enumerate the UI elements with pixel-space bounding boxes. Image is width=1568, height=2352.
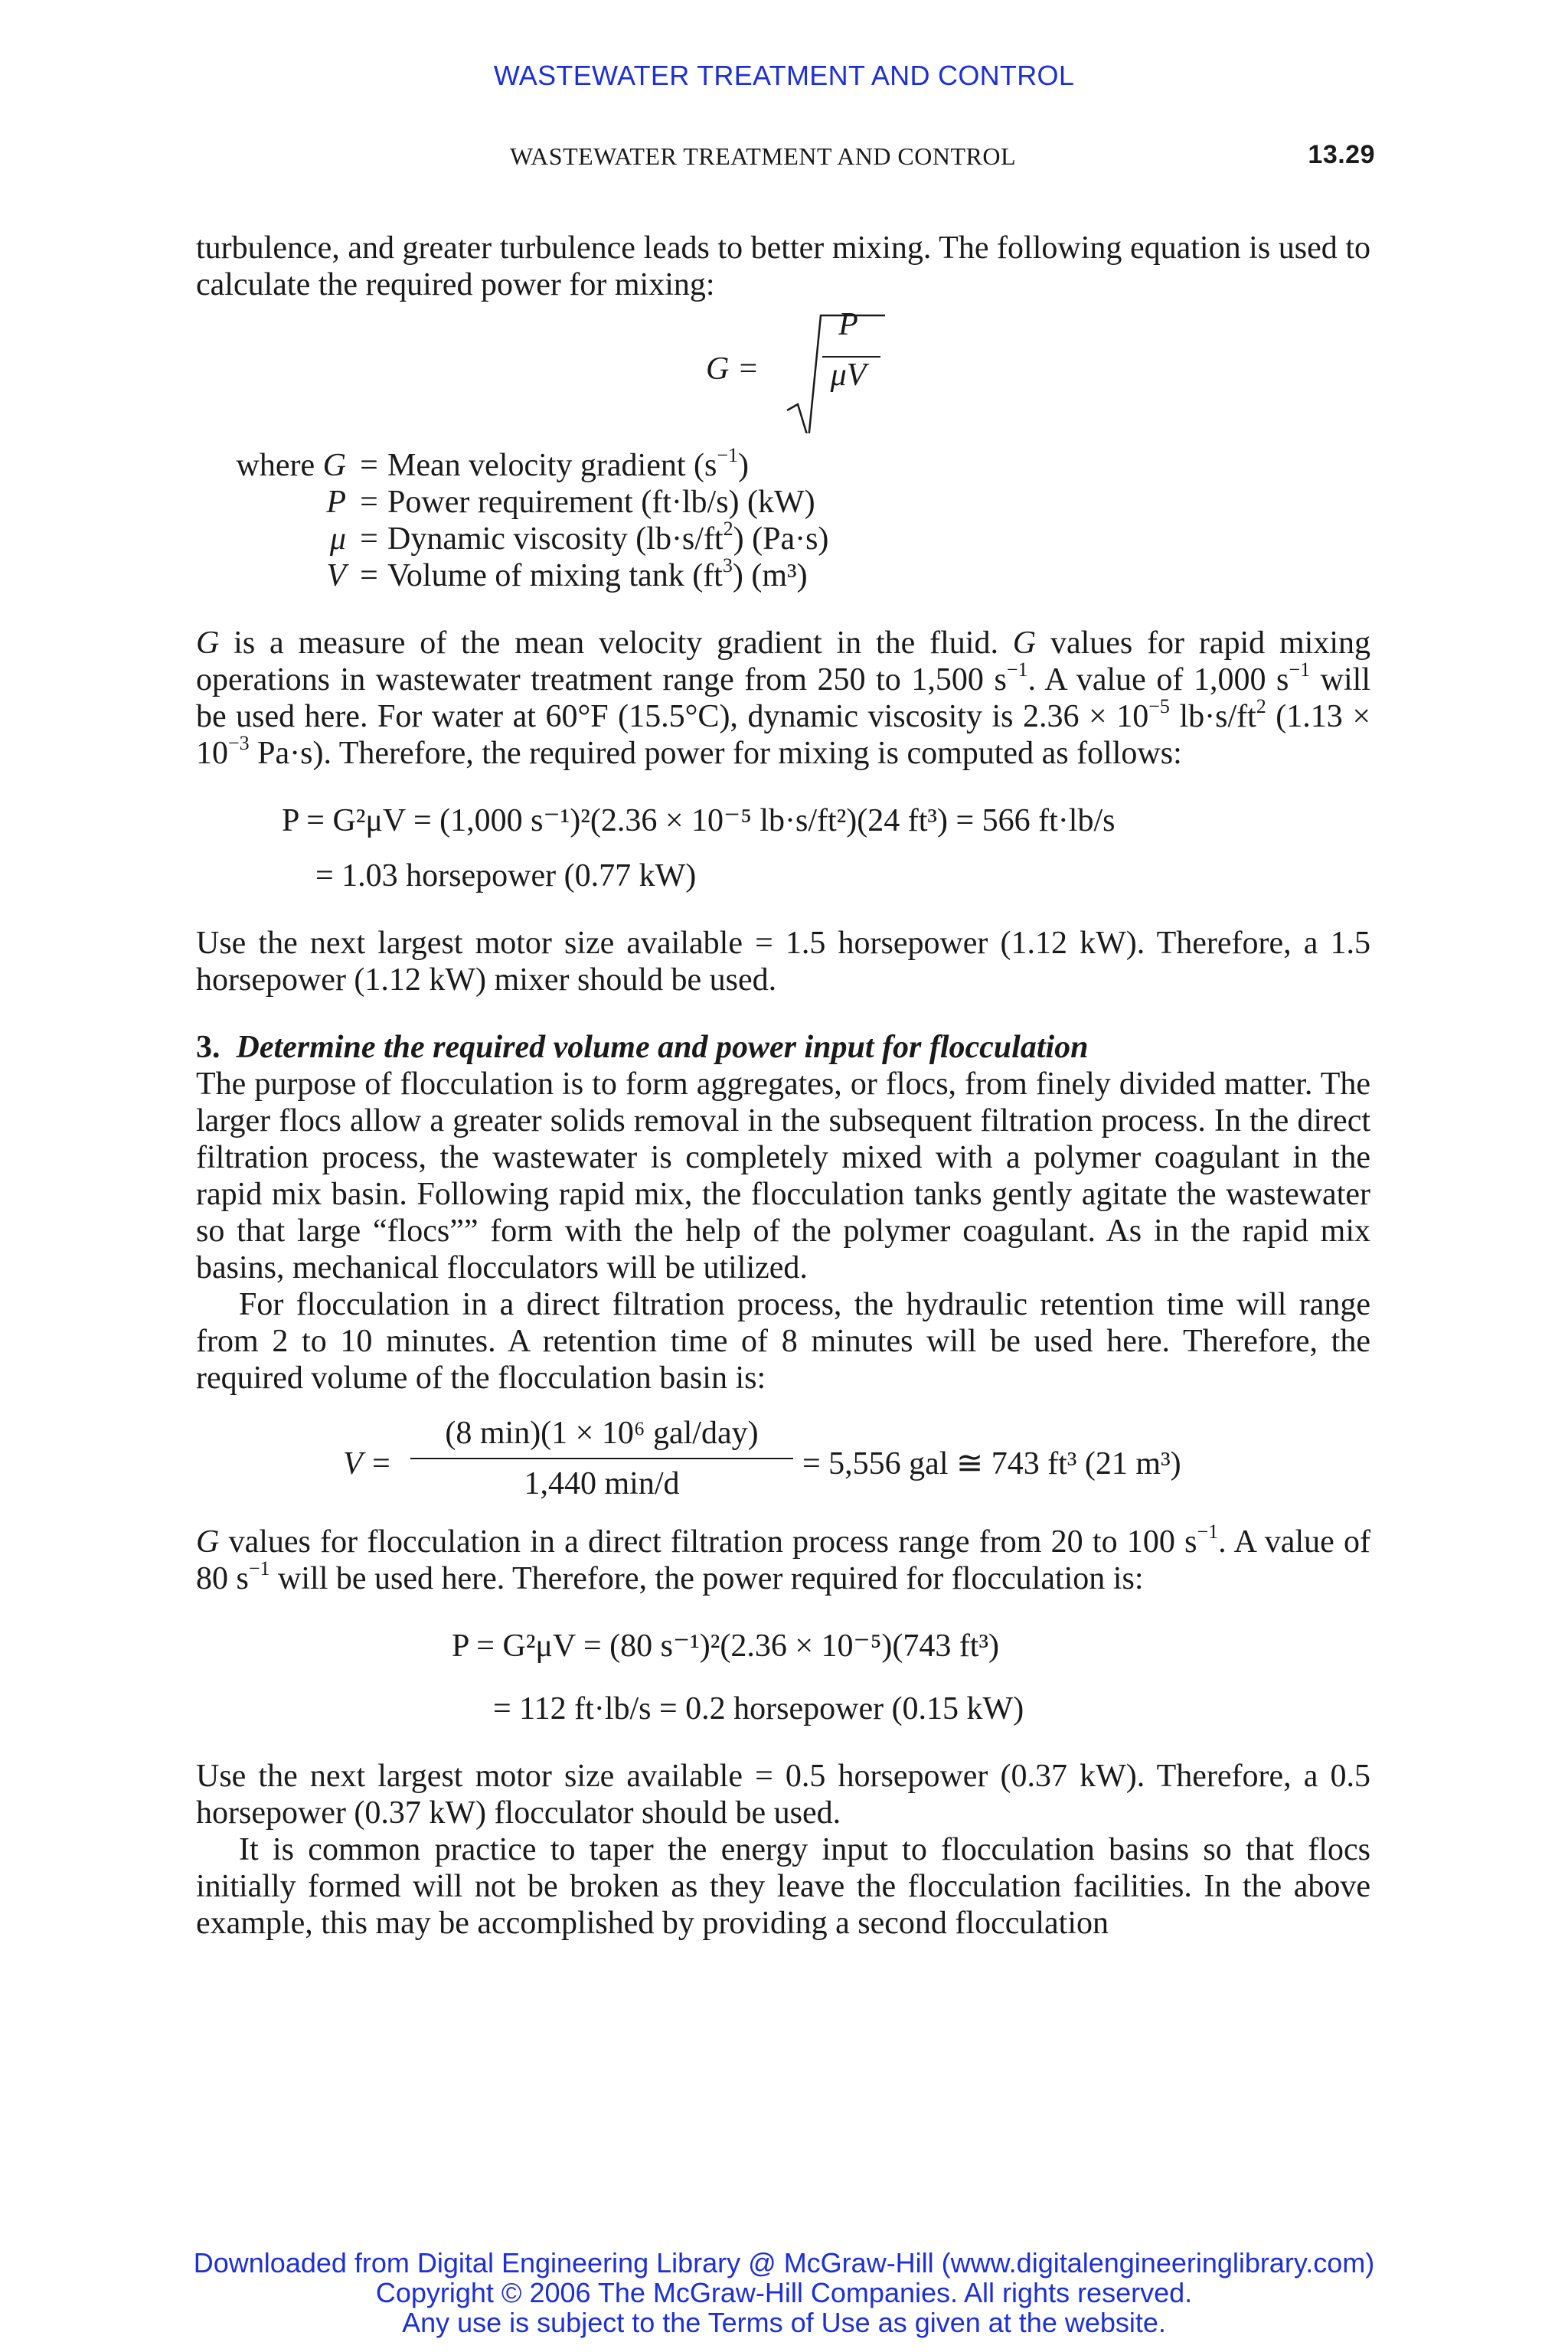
fraction-numerator: (8 min)(1 × 10⁶ gal/day) bbox=[445, 1416, 759, 1451]
definition-symbol: P bbox=[326, 485, 346, 520]
paragraph-intro: turbulence, and greater turbulence leads to better mixing. The following equation is used to calculate the required power for mixing: bbox=[196, 230, 1370, 302]
equation-line: P = G²μV = (80 s⁻¹)²(2.36 × 10⁻⁵)(743 ft³) bbox=[452, 1628, 1000, 1664]
equals-sign: = bbox=[360, 448, 378, 483]
chapter-banner: WASTEWATER TREATMENT AND CONTROL bbox=[493, 60, 1075, 91]
step-heading bbox=[196, 1029, 1370, 1066]
equation-basin-volume bbox=[196, 1415, 1370, 1513]
definition-symbol: V bbox=[326, 558, 346, 593]
equation-rhs: = 5,556 gal ≅ 743 ft³ (21 m³) bbox=[802, 1446, 1181, 1481]
definition-row bbox=[196, 518, 1370, 557]
definition-text: Dynamic viscosity $(lb\cdot s/ft^2)$ (Pa·s) bbox=[387, 518, 829, 557]
definition-text: Power requirement (ft·lb/s) (kW) bbox=[387, 485, 815, 520]
radical-sign bbox=[196, 303, 1568, 433]
equation-lhs: V = bbox=[343, 1446, 392, 1481]
definition-text: Volume of mixing tank $(ft^3)$ (m³) bbox=[387, 554, 808, 593]
variable-definitions bbox=[196, 444, 1370, 594]
paragraph-flocculator-selection: Use the next largest motor size available = 0.5 horsepower (0.37 kW). Therefore, a 0.5 horsepower (0.37 kW) flocculator should be used. bbox=[196, 1759, 1370, 1831]
footer-terms-line: Any use is subject to the Terms of Use as given at the website. bbox=[402, 2307, 1166, 2338]
fraction-bar bbox=[410, 1458, 793, 1459]
page-number: 13.29 bbox=[1308, 140, 1375, 169]
paragraph-g-values: G is a measure of the mean velocity gradient in the fluid. G values for rapid mixing operations in wastewater treatment range from 250 to 1,500 $s^{-1}$. A value of 1,000 $s^{-1}$ will be used here. For water at 60°F (15.5°C), dynamic viscosity is $2.36 \times 10^{-5}$ $lb\cdot s/ft^2$ ($1.13 \times 10^{-3}$ Pa·s). Therefore, the required power for mixing is computed as follows: bbox=[196, 626, 1371, 771]
footer-download-line: Downloaded from Digital Engineering Library @ McGraw-Hill (www.digitalengineeringlibrary.com) bbox=[193, 2247, 1375, 2278]
equals-sign: = bbox=[360, 485, 378, 520]
paragraph-flocculation-purpose: The purpose of flocculation is to form aggregates, or flocs, from finely divided matter. The larger flocs allow a greater solids removal in the subsequent filtration process. In the direct filtration process, the wastewater is completely mixed with a polymer coagulant in the rapid mix basin. Following rapid mix, the flocculation tanks gently agitate the wastewater so that large “flocs”” form with the help of the polymer coagulant. As in the rapid mix basins, mechanical flocculators will be utilized. bbox=[196, 1067, 1370, 1285]
equation-velocity-gradient bbox=[196, 303, 1370, 432]
fraction-denominator: 1,440 min/d bbox=[524, 1466, 680, 1501]
paragraph-taper-energy: It is common practice to taper the energy input to flocculation basins so that flocs initially formed will not be broken as they leave the flocculation facilities. In the above example, this may be accomplished by providing a second flocculation bbox=[196, 1832, 1370, 1941]
definition-row bbox=[196, 554, 1370, 594]
definition-symbol: μ bbox=[329, 521, 346, 557]
equation-line: = 112 ft·lb/s = 0.2 horsepower (0.15 kW) bbox=[493, 1691, 1024, 1726]
where-label: where bbox=[236, 448, 315, 483]
equation-line: = 1.03 horsepower (0.77 kW) bbox=[315, 858, 697, 893]
running-head-title: WASTEWATER TREATMENT AND CONTROL bbox=[510, 142, 1017, 170]
definition-row bbox=[196, 484, 1370, 521]
definition-text: Mean velocity gradient $(s^{-1})$ bbox=[387, 444, 750, 483]
paragraph-mixer-selection: Use the next largest motor size available = 1.5 horsepower (1.12 kW). Therefore, a 1.5 horsepower (1.12 kW) mixer should be used. bbox=[196, 926, 1370, 998]
step-title: Determine the required volume and power input for flocculation bbox=[236, 1030, 1089, 1065]
fraction bbox=[410, 1415, 793, 1502]
paragraph-flocculation-g: G values for flocculation in a direct filtration process range from 20 to 100 $s^{-1}$. A value of 80 $s^{-1}$ will be used here. Therefore, the power required for flocculation is: bbox=[196, 1521, 1370, 1596]
page-body bbox=[196, 230, 1370, 1942]
equation-mixing-power bbox=[196, 802, 1370, 894]
step-number: 3. bbox=[196, 1030, 220, 1065]
equals-sign: = bbox=[360, 521, 378, 557]
definition-row bbox=[196, 444, 1370, 484]
equals-sign: = bbox=[360, 558, 378, 593]
equation-line: P = G²μV = (1,000 s⁻¹)²(2.36 × 10⁻⁵ lb·s/ft²)(24 ft³) = 566 ft·lb/s bbox=[282, 803, 1116, 838]
equation-lhs: G = bbox=[706, 351, 760, 387]
definition-symbol: G bbox=[322, 448, 346, 483]
equation-flocculation-power bbox=[196, 1628, 1370, 1727]
equation-denominator: μV bbox=[830, 358, 867, 393]
equation-numerator: P bbox=[838, 307, 858, 342]
footer-copyright-line: Copyright © 2006 The McGraw-Hill Companies. All rights reserved. bbox=[375, 2277, 1193, 2308]
paragraph-retention-time: For flocculation in a direct filtration process, the hydraulic retention time will range from 2 to 10 minutes. A retention time of 8 minutes will be used here. Therefore, the required volume of the flocculation basin is: bbox=[196, 1287, 1370, 1396]
